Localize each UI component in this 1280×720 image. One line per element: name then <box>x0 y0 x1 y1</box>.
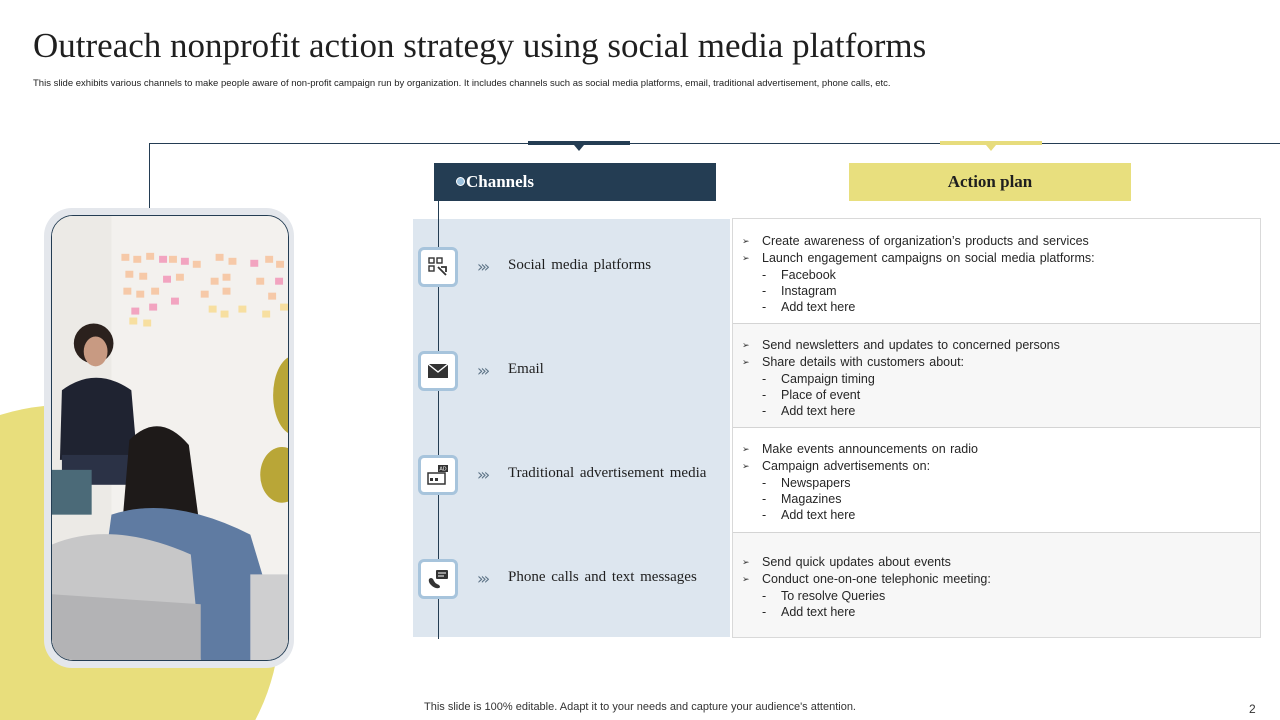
channel-row-phone <box>413 552 730 612</box>
channel-row-social-media <box>413 240 730 300</box>
action-bullet: ➢ Send quick updates about events <box>742 555 951 569</box>
slide-title: Outreach nonprofit action strategy using social media platforms <box>33 26 927 65</box>
action-sub-item: - To resolve Queries <box>762 589 886 603</box>
page-number: 2 <box>1249 702 1256 716</box>
chevron-right-icon: »› <box>477 361 488 380</box>
action-sub-item: - Add text here <box>762 300 856 314</box>
action-sub-item: - Add text here <box>762 404 856 418</box>
action-bullet: ➢ Share details with customers about: <box>742 355 965 369</box>
connector-line-horizontal <box>149 143 1280 144</box>
action-sub-item: - Instagram <box>762 284 837 298</box>
action-sub-item: - Facebook <box>762 268 836 282</box>
channels-header: Channels <box>434 163 716 201</box>
action-bullet: ➢ Conduct one-on-one telephonic meeting: <box>742 572 991 586</box>
action-sub-item: - Add text here <box>762 508 856 522</box>
advertisement-icon <box>418 455 458 495</box>
slide-footer: This slide is 100% editable. Adapt it to your needs and capture your audience's attention. <box>424 701 856 713</box>
action-sub-item: - Magazines <box>762 492 842 506</box>
action-plan-table <box>732 218 1261 638</box>
action-sub-item: - Add text here <box>762 605 856 619</box>
action-cell-traditional-ad <box>733 428 1260 533</box>
action-bullet: ➢ Send newsletters and updates to concerned persons <box>742 338 1060 352</box>
channels-header-dot <box>456 177 465 186</box>
action-cell-phone <box>733 533 1260 637</box>
action-bullet: ➢ Launch engagement campaigns on social media platforms: <box>742 251 1095 265</box>
action-sub-item: - Newspapers <box>762 476 851 490</box>
channels-tab-arrow <box>574 145 584 151</box>
slide-subtitle: This slide exhibits various channels to make people aware of non-profit campaign run by organization. It includes channels such as social media platforms, email, traditional advertisement, phone calls, etc. <box>33 78 891 89</box>
action-sub-item: - Place of event <box>762 388 861 402</box>
action-cell-social-media <box>733 219 1260 324</box>
svg-text:AD: AD <box>439 466 447 473</box>
channel-row-email <box>413 344 730 404</box>
channel-row-traditional-ad <box>413 448 730 508</box>
phone-message-icon <box>418 559 458 599</box>
channel-label: Traditional advertisement media <box>508 465 707 481</box>
chevron-right-icon: »› <box>477 569 488 588</box>
action-plan-tab-arrow <box>986 145 996 151</box>
envelope-icon <box>418 351 458 391</box>
action-bullet: ➢ Create awareness of organization’s products and services <box>742 234 1089 248</box>
social-media-icon <box>418 247 458 287</box>
action-bullet: ➢ Campaign advertisements on: <box>742 459 931 473</box>
chevron-right-icon: »› <box>477 257 488 276</box>
channel-label: Phone calls and text messages <box>508 569 697 585</box>
chevron-right-icon: »› <box>477 465 488 484</box>
action-cell-email <box>733 324 1260 428</box>
connector-line-vertical <box>149 143 150 209</box>
action-bullet: ➢ Make events announcements on radio <box>742 442 978 456</box>
channel-label: Social media platforms <box>508 257 652 273</box>
meeting-photo <box>51 215 289 661</box>
channel-label: Email <box>508 361 544 377</box>
action-sub-item: - Campaign timing <box>762 372 875 386</box>
action-plan-header: Action plan <box>849 163 1131 201</box>
